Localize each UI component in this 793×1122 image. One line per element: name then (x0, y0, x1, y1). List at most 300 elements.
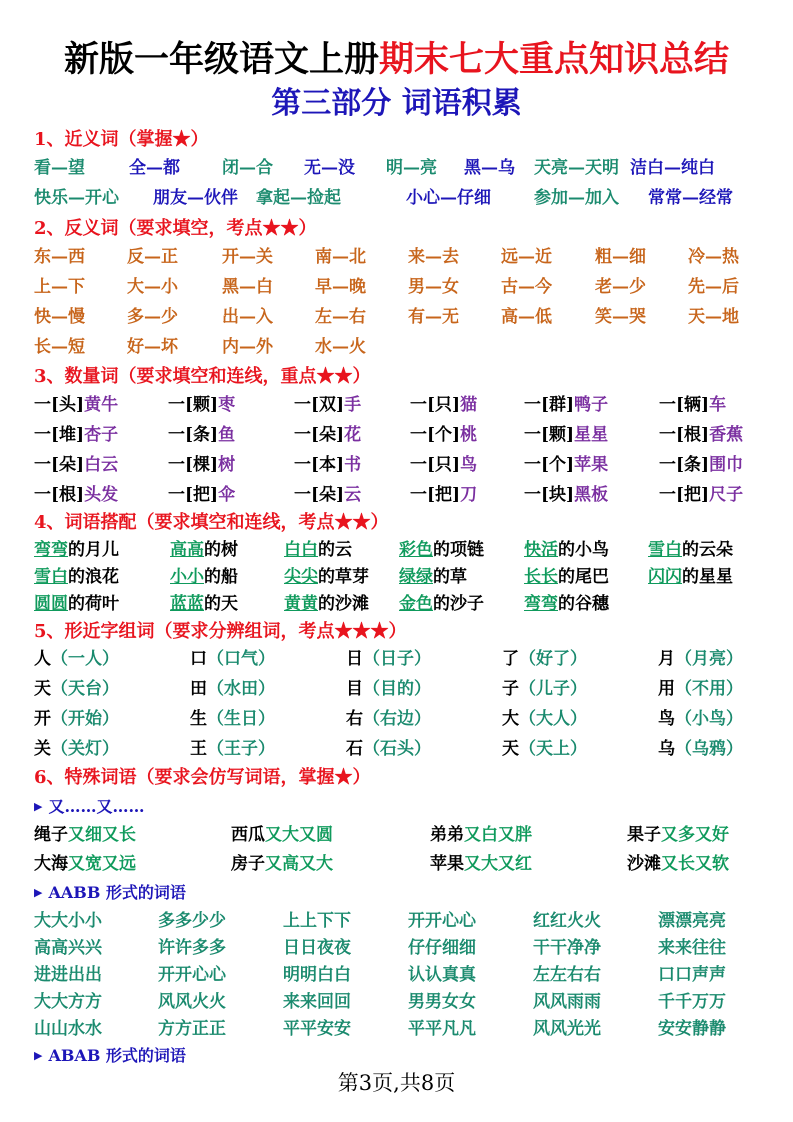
abab-subheading (34, 1044, 186, 1070)
quantifier-item (168, 421, 235, 449)
quantifier-measure: 一[把] (168, 485, 219, 505)
aabb-word (658, 1015, 726, 1043)
similar-char: 人 (34, 649, 51, 669)
synonym-pair (464, 154, 515, 182)
antonym-pair (408, 303, 459, 331)
synonym-pair (534, 184, 619, 212)
antonym-pair (595, 243, 646, 271)
quantifier-noun: 枣 (218, 395, 236, 415)
similar-char: 子 (502, 679, 519, 699)
collocation-item (648, 563, 733, 591)
collocation-row (34, 536, 764, 564)
antonym-row (34, 243, 764, 271)
quantifier-noun: 白云 (84, 455, 119, 475)
similar-char-word: （右边） (363, 709, 431, 729)
similar-char: 开 (34, 709, 51, 729)
similar-char-word: （口气） (207, 649, 275, 669)
similar-char: 石 (346, 739, 363, 759)
similar-char-item (34, 705, 119, 733)
aabb-word (283, 961, 351, 989)
you-you-subject: 苹果 (430, 854, 464, 874)
quantifier-item (168, 451, 235, 479)
collocation-adjective: 长长 (524, 567, 558, 587)
antonym-pair (595, 273, 646, 301)
quantifier-measure: 一[个] (410, 425, 461, 445)
you-you-subject: 西瓜 (231, 825, 265, 845)
quantifier-item (659, 481, 743, 509)
similar-char-word: （开始） (51, 709, 119, 729)
antonym-pair (127, 273, 178, 301)
antonym-text: 有—无 (408, 307, 459, 327)
quantifier-measure: 一[颗] (168, 395, 219, 415)
quantifier-noun: 鱼 (218, 425, 236, 445)
quantifier-measure: 一[朵] (294, 425, 345, 445)
aabb-text: 男男女女 (408, 992, 476, 1012)
quantifier-noun: 伞 (218, 485, 236, 505)
synonym-pair (534, 154, 619, 182)
quantifier-item (34, 451, 118, 479)
collocation-adjective: 雪白 (648, 540, 682, 560)
antonym-text: 上—下 (34, 277, 85, 297)
you-you-phrase: 又大又红 (464, 854, 532, 874)
aabb-word (533, 907, 601, 935)
antonym-pair (501, 273, 552, 301)
quantifier-item (524, 451, 608, 479)
similar-char-item (502, 675, 587, 703)
quantifier-noun: 黑板 (574, 485, 609, 505)
antonym-text: 古—今 (501, 277, 552, 297)
antonym-pair (688, 303, 739, 331)
similar-char-word: （日子） (363, 649, 431, 669)
aabb-subheading (34, 881, 186, 907)
aabb-word (34, 934, 102, 962)
similar-char-word: （水田） (207, 679, 275, 699)
similar-char-item (346, 735, 431, 763)
antonym-text: 黑—白 (222, 277, 273, 297)
collocation-item (648, 536, 733, 564)
antonym-pair (315, 303, 366, 331)
aabb-text: 许许多多 (158, 938, 226, 958)
quantifier-noun: 香蕉 (709, 425, 744, 445)
quantifier-item (410, 481, 477, 509)
collocation-adjective: 小小 (170, 567, 204, 587)
synonym-text: 明—亮 (386, 158, 437, 178)
you-you-item (231, 821, 333, 849)
quantifier-row (34, 451, 764, 479)
quantifier-item (410, 421, 477, 449)
quantifier-noun: 桃 (460, 425, 478, 445)
quantifier-item (524, 391, 608, 419)
aabb-text: 仔仔细细 (408, 938, 476, 958)
antonym-text: 来—去 (408, 247, 459, 267)
collocation-item (399, 563, 467, 591)
similar-char: 生 (190, 709, 207, 729)
you-you-subheading (34, 795, 144, 821)
similar-char-item (658, 735, 743, 763)
similar-char-word: （天台） (51, 679, 119, 699)
similar-char: 了 (502, 649, 519, 669)
collocation-adjective: 蓝蓝 (170, 594, 204, 614)
aabb-word (283, 988, 351, 1016)
collocation-noun: 的船 (204, 567, 238, 587)
synonym-text: 常常—经常 (648, 188, 733, 208)
quantifier-item (294, 391, 361, 419)
antonym-pair (222, 303, 273, 331)
section-3-heading: 3、数量词（要求填空和连线，重点★★） (34, 366, 371, 387)
quantifier-item (410, 391, 477, 419)
quantifier-item (168, 391, 235, 419)
you-you-subject: 弟弟 (430, 825, 464, 845)
quantifier-measure: 一[辆] (659, 395, 710, 415)
section-4-heading: 4、词语搭配（要求填空和连线，考点★★） (34, 512, 389, 533)
similar-char: 日 (346, 649, 363, 669)
collocation-noun: 的星星 (682, 567, 733, 587)
similar-char: 天 (502, 739, 519, 759)
aabb-word (34, 907, 102, 935)
page-subtitle: 第三部分 词语积累 (271, 86, 522, 121)
triangle-bullet-icon: ▶ (34, 1049, 43, 1062)
collocation-row (34, 563, 764, 591)
you-you-item (430, 850, 532, 878)
quantifier-measure: 一[头] (34, 395, 85, 415)
synonym-pair (129, 154, 180, 182)
synonym-text: 全—都 (129, 158, 180, 178)
similar-char-item (34, 645, 119, 673)
you-you-phrase: 又白又胖 (464, 825, 532, 845)
similar-char-word: （不用） (675, 679, 743, 699)
similar-char: 王 (190, 739, 207, 759)
similar-char: 鸟 (658, 709, 675, 729)
aabb-word (158, 988, 226, 1016)
collocation-adjective: 绿绿 (399, 567, 433, 587)
similar-char-word: （天上） (519, 739, 587, 759)
antonym-pair (127, 243, 178, 271)
aabb-text: 山山水水 (34, 1019, 102, 1039)
quantifier-noun: 手 (344, 395, 362, 415)
similar-char-item (190, 645, 275, 673)
collocation-adjective: 金色 (399, 594, 433, 614)
antonym-pair (315, 243, 366, 271)
quantifier-item (34, 481, 118, 509)
antonym-pair (34, 303, 85, 331)
quantifier-row (34, 481, 764, 509)
aabb-text: 高高兴兴 (34, 938, 102, 958)
aabb-row (34, 907, 764, 935)
you-you-phrase: 又高又大 (265, 854, 333, 874)
collocation-adjective: 圆圆 (34, 594, 68, 614)
you-you-subject: 房子 (231, 854, 265, 874)
collocation-item (524, 590, 609, 618)
synonym-pair (34, 184, 119, 212)
collocation-adjective: 黄黄 (284, 594, 318, 614)
aabb-word (408, 934, 476, 962)
similar-char-word: （关灯） (51, 739, 119, 759)
antonym-row (34, 303, 764, 331)
quantifier-item (294, 481, 361, 509)
collocation-adjective: 弯弯 (34, 540, 68, 560)
antonym-text: 高—低 (501, 307, 552, 327)
quantifier-noun: 鸭子 (574, 395, 609, 415)
you-you-subject: 绳子 (34, 825, 68, 845)
similar-char-word: （好了） (519, 649, 587, 669)
antonym-row (34, 273, 764, 301)
antonym-text: 好—坏 (127, 337, 178, 357)
quantifier-item (34, 391, 118, 419)
synonym-pair (648, 184, 733, 212)
you-you-item (34, 821, 136, 849)
similar-char: 右 (346, 709, 363, 729)
aabb-word (34, 1015, 102, 1043)
quantifier-noun: 书 (344, 455, 362, 475)
quantifier-noun: 苹果 (574, 455, 609, 475)
collocation-noun: 的尾巴 (558, 567, 609, 587)
similar-char-row (34, 645, 764, 673)
aabb-text: 明明白白 (283, 965, 351, 985)
collocation-noun: 的天 (204, 594, 238, 614)
quantifier-noun: 车 (709, 395, 727, 415)
similar-char-word: （月亮） (675, 649, 743, 669)
antonym-pair (315, 333, 366, 361)
synonym-text: 拿起—捡起 (256, 188, 341, 208)
quantifier-measure: 一[棵] (168, 455, 219, 475)
synonym-text: 看—望 (34, 158, 85, 178)
aabb-text: 开开心心 (408, 911, 476, 931)
you-you-phrase: 又宽又远 (68, 854, 136, 874)
collocation-row (34, 590, 764, 618)
similar-char-item (658, 675, 743, 703)
aabb-text: 来来往往 (658, 938, 726, 958)
quantifier-measure: 一[只] (410, 395, 461, 415)
quantifier-item (524, 421, 608, 449)
quantifier-measure: 一[朵] (34, 455, 85, 475)
aabb-text: 风风火火 (158, 992, 226, 1012)
similar-char-word: （目的） (363, 679, 431, 699)
collocation-adjective: 弯弯 (524, 594, 558, 614)
antonym-text: 南—北 (315, 247, 366, 267)
antonym-text: 内—外 (222, 337, 273, 357)
aabb-text: 多多少少 (158, 911, 226, 931)
antonym-text: 大—小 (127, 277, 178, 297)
aabb-text: 风风雨雨 (533, 992, 601, 1012)
similar-char-word: （乌鸦） (675, 739, 743, 759)
collocation-noun: 的荷叶 (68, 594, 119, 614)
collocation-item (284, 536, 352, 564)
antonym-text: 远—近 (501, 247, 552, 267)
quantifier-item (34, 421, 118, 449)
synonym-pair (630, 154, 715, 182)
quantifier-item (294, 451, 361, 479)
you-you-item (231, 850, 333, 878)
aabb-word (408, 961, 476, 989)
collocation-item (170, 536, 238, 564)
similar-char-item (190, 705, 275, 733)
you-you-subject: 沙滩 (627, 854, 661, 874)
aabb-word (533, 934, 601, 962)
synonym-row (34, 154, 764, 182)
antonym-text: 多—少 (127, 307, 178, 327)
aabb-text: 上上下下 (283, 911, 351, 931)
aabb-word (34, 961, 102, 989)
quantifier-item (524, 481, 608, 509)
quantifier-measure: 一[条] (659, 455, 710, 475)
you-you-row (34, 850, 764, 878)
you-you-item (34, 850, 136, 878)
synonym-pair (386, 154, 437, 182)
collocation-adjective: 闪闪 (648, 567, 682, 587)
collocation-adjective: 雪白 (34, 567, 68, 587)
collocation-noun: 的云 (318, 540, 352, 560)
you-you-label: 又……又…… (48, 797, 145, 816)
you-you-row (34, 821, 764, 849)
similar-char-item (502, 645, 587, 673)
similar-char-item (658, 705, 743, 733)
synonym-pair (406, 184, 491, 212)
aabb-text: 千千万万 (658, 992, 726, 1012)
collocation-noun: 的草芽 (318, 567, 369, 587)
similar-char: 月 (658, 649, 675, 669)
quantifier-measure: 一[条] (168, 425, 219, 445)
similar-char-item (190, 735, 275, 763)
aabb-text: 大大小小 (34, 911, 102, 931)
collocation-noun: 的云朵 (682, 540, 733, 560)
aabb-word (158, 907, 226, 935)
similar-char: 乌 (658, 739, 675, 759)
antonym-text: 笑—哭 (595, 307, 646, 327)
similar-char: 用 (658, 679, 675, 699)
triangle-bullet-icon: ▶ (34, 800, 43, 813)
antonym-text: 反—正 (127, 247, 178, 267)
you-you-phrase: 又多又好 (661, 825, 729, 845)
quantifier-measure: 一[把] (659, 485, 710, 505)
quantifier-measure: 一[朵] (294, 485, 345, 505)
antonym-pair (222, 243, 273, 271)
antonym-text: 老—少 (595, 277, 646, 297)
quantifier-noun: 云 (344, 485, 362, 505)
similar-char: 关 (34, 739, 51, 759)
section-5-heading: 5、形近字组词（要求分辨组词，考点★★★） (34, 621, 407, 642)
antonym-text: 快—慢 (34, 307, 85, 327)
aabb-word (158, 934, 226, 962)
antonym-text: 冷—热 (688, 247, 739, 267)
aabb-text: 漂漂亮亮 (658, 911, 726, 931)
similar-char-item (346, 645, 431, 673)
collocation-adjective: 白白 (284, 540, 318, 560)
similar-char: 大 (502, 709, 519, 729)
similar-char: 口 (190, 649, 207, 669)
aabb-text: 大大方方 (34, 992, 102, 1012)
antonym-text: 男—女 (408, 277, 459, 297)
collocation-noun: 的草 (433, 567, 467, 587)
aabb-text: 安安静静 (658, 1019, 726, 1039)
collocation-item (34, 590, 119, 618)
antonym-pair (501, 303, 552, 331)
similar-char-item (34, 735, 119, 763)
aabb-word (533, 961, 601, 989)
abab-label: ABAB 形式的词语 (48, 1046, 186, 1065)
quantifier-noun: 花 (344, 425, 362, 445)
antonym-pair (222, 273, 273, 301)
quantifier-noun: 刀 (460, 485, 478, 505)
antonym-text: 出—入 (222, 307, 273, 327)
collocation-adjective: 快活 (524, 540, 558, 560)
aabb-text: 平平安安 (283, 1019, 351, 1039)
collocation-item (399, 590, 484, 618)
aabb-word (408, 907, 476, 935)
section-1-heading: 1、近义词（掌握★） (34, 129, 209, 150)
page-title (0, 38, 793, 82)
title-part-2: 期末七大重点知识总结 (379, 40, 730, 80)
collocation-item (399, 536, 484, 564)
aabb-word (158, 1015, 226, 1043)
synonym-text: 朋友—伙伴 (153, 188, 238, 208)
antonym-text: 长—短 (34, 337, 85, 357)
aabb-word (34, 988, 102, 1016)
similar-char: 目 (346, 679, 363, 699)
triangle-bullet-icon: ▶ (34, 886, 43, 899)
collocation-noun: 的浪花 (68, 567, 119, 587)
aabb-word (658, 988, 726, 1016)
quantifier-item (659, 421, 743, 449)
collocation-noun: 的小鸟 (558, 540, 609, 560)
aabb-text: 进进出出 (34, 965, 102, 985)
collocation-item (284, 590, 369, 618)
antonym-text: 天—地 (688, 307, 739, 327)
quantifier-noun: 围巾 (709, 455, 744, 475)
quantifier-noun: 黄牛 (84, 395, 119, 415)
similar-char-item (190, 675, 275, 703)
you-you-phrase: 又长又软 (661, 854, 729, 874)
similar-char-item (346, 675, 431, 703)
similar-char-word: （石头） (363, 739, 431, 759)
aabb-word (533, 1015, 601, 1043)
collocation-noun: 的月儿 (68, 540, 119, 560)
similar-char-word: （小鸟） (675, 709, 743, 729)
antonym-text: 早—晚 (315, 277, 366, 297)
aabb-text: 来来回回 (283, 992, 351, 1012)
quantifier-noun: 杏子 (84, 425, 119, 445)
aabb-text: 平平凡凡 (408, 1019, 476, 1039)
similar-char-word: （王子） (207, 739, 275, 759)
collocation-noun: 的沙子 (433, 594, 484, 614)
collocation-item (170, 590, 238, 618)
antonym-pair (34, 243, 85, 271)
collocation-noun: 的沙滩 (318, 594, 369, 614)
collocation-noun: 的树 (204, 540, 238, 560)
similar-char-item (502, 735, 587, 763)
similar-char-row (34, 705, 764, 733)
synonym-pair (222, 154, 273, 182)
synonym-text: 洁白—纯白 (630, 158, 715, 178)
synonym-pair (153, 184, 238, 212)
synonym-text: 天亮—天明 (534, 158, 619, 178)
synonym-row (34, 184, 764, 212)
antonym-pair (127, 333, 178, 361)
you-you-item (627, 821, 729, 849)
quantifier-noun: 尺子 (709, 485, 744, 505)
synonym-text: 黑—乌 (464, 158, 515, 178)
collocation-item (524, 536, 609, 564)
collocation-item (284, 563, 369, 591)
antonym-pair (34, 333, 85, 361)
quantifier-noun: 猫 (460, 395, 478, 415)
quantifier-item (168, 481, 235, 509)
quantifier-item (410, 451, 477, 479)
antonym-pair (127, 303, 178, 331)
you-you-subject: 果子 (627, 825, 661, 845)
synonym-text: 无—没 (304, 158, 355, 178)
quantifier-measure: 一[本] (294, 455, 345, 475)
aabb-word (283, 907, 351, 935)
